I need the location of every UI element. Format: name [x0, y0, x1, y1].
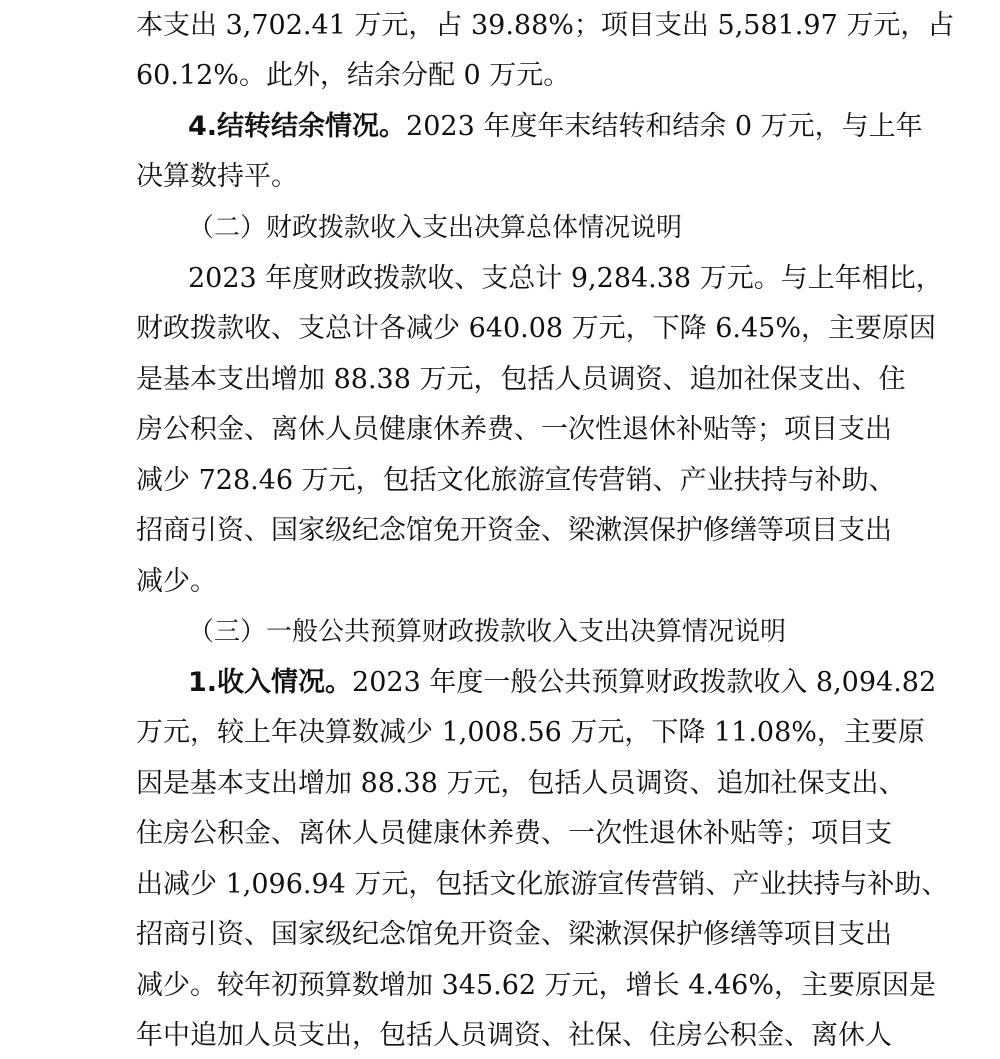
text-line: 住房公积金、离休人员健康休养费、一次性退休补贴等；项目支 [136, 818, 892, 849]
text-line: 招商引资、国家级纪念馆免开资金、梁漱溟保护修缮等项目支出 [136, 515, 892, 546]
text-line: 万元，较上年决算数减少 1,008.56 万元，下降 11.08%，主要原 [136, 717, 925, 748]
lead-carryover: 4.结转结余情况。 [188, 111, 407, 142]
text-line: 2023 年度财政拨款收、支总计 9,284.38 万元。与上年相比， [188, 263, 943, 294]
text-line: 出减少 1,096.94 万元，包括文化旅游宣传营销、产业扶持与补助、 [136, 869, 949, 900]
text-line: 财政拨款收、支总计各减少 640.08 万元，下降 6.45%，主要原因 [136, 313, 936, 344]
text-line: 房公积金、离休人员健康休养费、一次性退休补贴等；项目支出 [136, 414, 892, 445]
text-line: 2023 年度年末结转和结余 0 万元，与上年 [406, 111, 923, 142]
text-line: 年中追加人员支出，包括人员调资、社保、住房公积金、离休人 [136, 1020, 892, 1051]
text-line: 招商引资、国家级纪念馆免开资金、梁漱溟保护修缮等项目支出 [136, 919, 892, 950]
section-heading-2: （二）财政拨款收入支出决算总体情况说明 [188, 213, 683, 243]
text-line: 60.12%。此外，结余分配 0 万元。 [136, 60, 571, 91]
section-heading-3: （三）一般公共预算财政拨款收入支出决算情况说明 [188, 617, 787, 647]
text-line: 决算数持平。 [136, 161, 298, 192]
paragraph-income [188, 663, 936, 703]
paragraph-carryover [188, 107, 923, 147]
text-line: 2023 年度一般公共预算财政拨款收入 8,094.82 [352, 667, 937, 698]
text-line: 因是基本支出增加 88.38 万元，包括人员调资、追加社保支出、 [136, 768, 906, 799]
text-line: 是基本支出增加 88.38 万元，包括人员调资、追加社保支出、住 [136, 364, 906, 395]
text-line: 减少 728.46 万元，包括文化旅游宣传营销、产业扶持与补助、 [136, 465, 896, 496]
text-line: 减少。较年初预算数增加 345.62 万元，增长 4.46%，主要原因是 [136, 970, 936, 1001]
text-line: 本支出 3,702.41 万元，占 39.88%；项目支出 5,581.97 万元，占 [136, 10, 955, 41]
text-line: 减少。 [136, 566, 217, 597]
lead-income: 1.收入情况。 [188, 667, 353, 698]
